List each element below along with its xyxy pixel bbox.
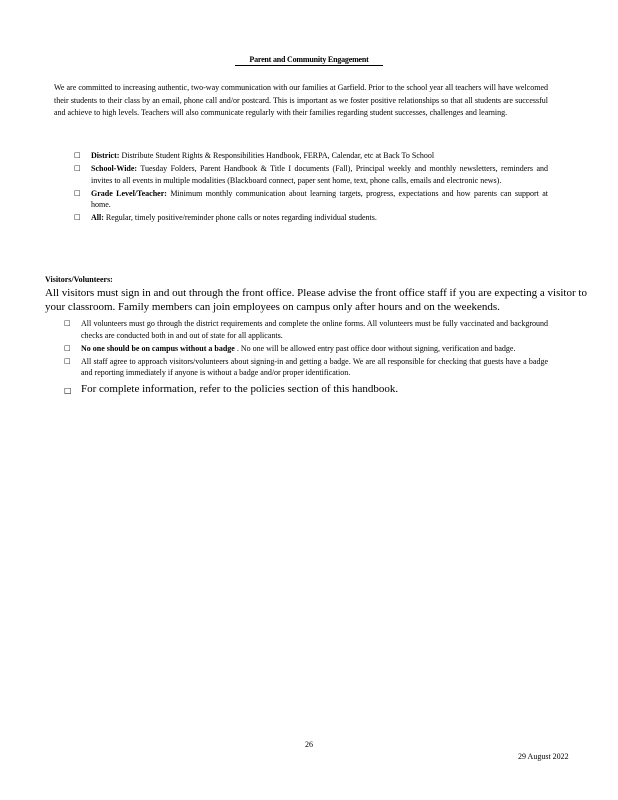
bullet-icon: □ bbox=[64, 343, 71, 352]
item-label: School-Wide: bbox=[91, 164, 138, 173]
list-item bbox=[74, 212, 548, 224]
page-number: 26 bbox=[305, 740, 313, 749]
list-item bbox=[74, 150, 548, 162]
visitors-heading: Visitors/Volunteers: bbox=[45, 275, 113, 284]
section-heading-text: Parent and Community Engagement bbox=[235, 55, 382, 66]
list-item bbox=[64, 356, 548, 379]
bullet-icon: □ bbox=[74, 151, 81, 159]
intro-paragraph: We are committed to increasing authentic, two-way communication with our families at Garfield. Prior to the school year all teachers will have welcomed their students to their class by an email, phone call and/or postcard. This is important as we foster positive relationships so that all students are successful and achieve to high levels. Teachers will also communicate regularly with their families regarding student successes, challenges and learning. bbox=[54, 83, 548, 117]
item-text: All staff agree to approach visitors/volunteers about signing-in and getting a badge. We are all responsible for checking that guests have a badge and reporting immediately if anyone is without a badge and/or proper identification. bbox=[81, 356, 548, 377]
item-label: Grade Level/Teacher: bbox=[91, 188, 167, 198]
list-item bbox=[74, 188, 548, 211]
item-text: Regular, timely positive/reminder phone calls or notes regarding individual students. bbox=[105, 213, 377, 222]
section-heading bbox=[0, 55, 618, 64]
list-item bbox=[64, 343, 548, 355]
footer-date: 29 August 2022 bbox=[518, 752, 569, 761]
bullet-icon: □ bbox=[64, 356, 71, 365]
item-text: All volunteers must go through the district requirements and complete the online forms. All volunteers must be fully vaccinated and background checks are conducted both in and out of state for all applicants. bbox=[81, 319, 548, 340]
item-text: For complete information, refer to the policies section of this handbook. bbox=[81, 382, 399, 395]
item-label: District: bbox=[91, 151, 120, 160]
list-item bbox=[64, 318, 548, 341]
bullet-icon: □ bbox=[64, 385, 72, 395]
list-item bbox=[74, 163, 548, 186]
visitors-list bbox=[64, 318, 548, 397]
item-text: Tuesday Folders, Parent Handbook & Title I documents (Fall), Principal weekly and monthly newsletters, reminders and invites to all events in multiple modalities (Blackboard connect, paper sent home, text, phone calls, emails and electronic news). bbox=[91, 164, 548, 185]
item-bold: No one should be on campus without a badge bbox=[81, 343, 235, 353]
item-text: . No one will be allowed entry past office door without signing, verification and badge. bbox=[236, 343, 516, 353]
communication-list bbox=[74, 150, 548, 225]
item-label: All: bbox=[91, 213, 104, 222]
item-text: Distribute Student Rights & Responsibilities Handbook, FERPA, Calendar, etc at Back To School bbox=[121, 151, 435, 160]
visitors-paragraph: All visitors must sign in and out through the front office. Please advise the front office staff if you are expecting a visitor to your classroom. Family members can join employees on campus only after hours and on the weekends. bbox=[45, 287, 587, 313]
bullet-icon: □ bbox=[74, 213, 81, 221]
bullet-icon: □ bbox=[64, 319, 71, 327]
list-item bbox=[64, 382, 548, 396]
bullet-icon: □ bbox=[74, 188, 81, 197]
bullet-icon: □ bbox=[74, 164, 81, 172]
item-text: Minimum monthly communication about learning targets, progress, expectations and how parents can support at home. bbox=[91, 188, 549, 209]
